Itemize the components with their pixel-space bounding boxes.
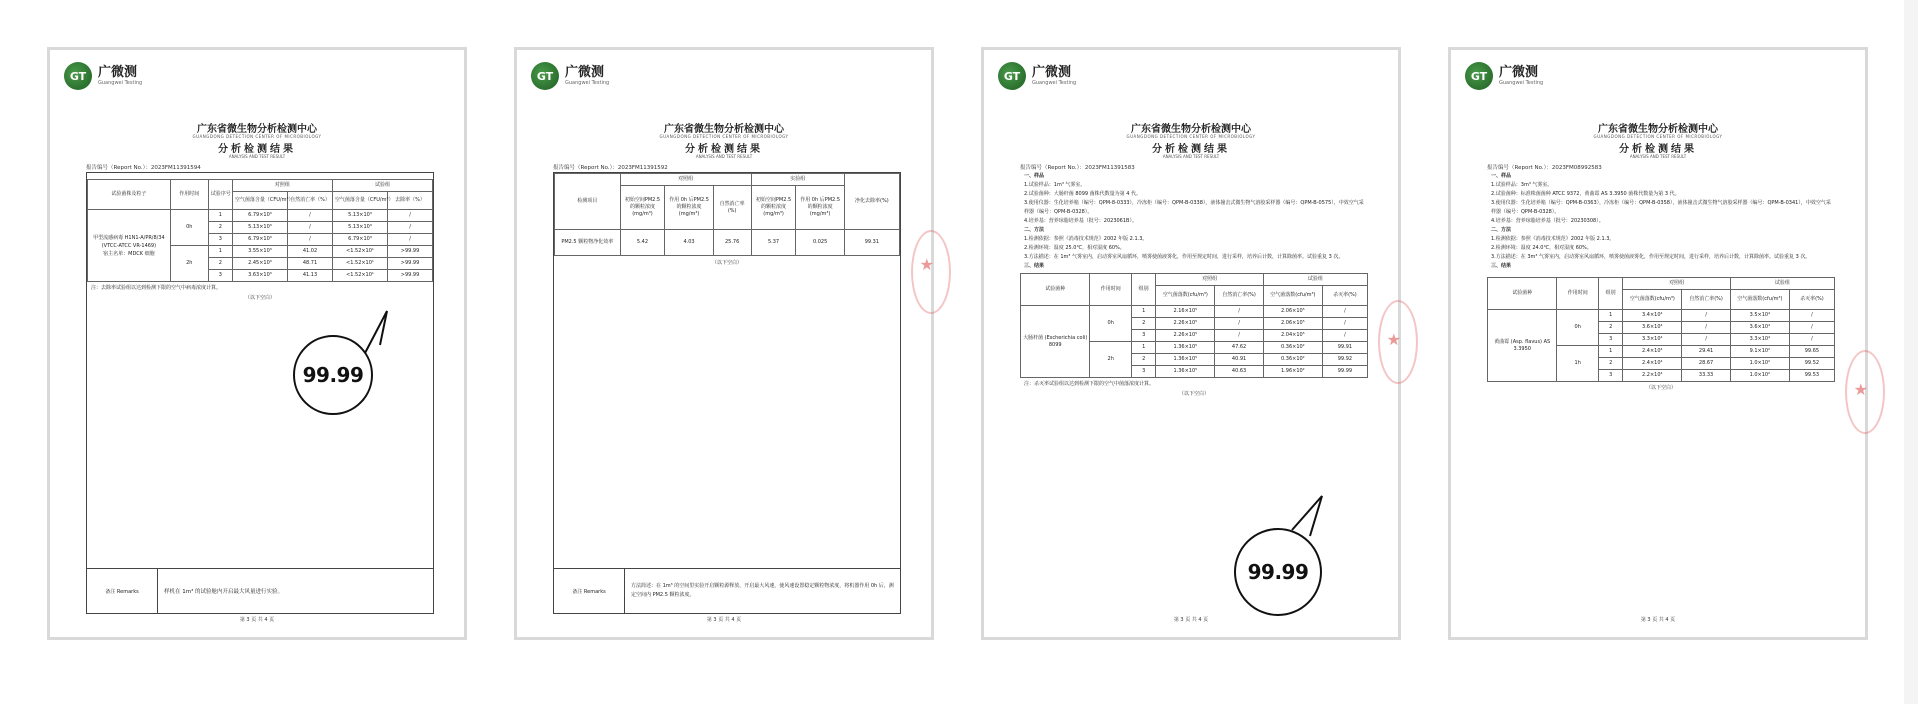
report-page-3 xyxy=(981,47,1401,640)
cell: 40.91 xyxy=(1215,354,1264,366)
cell: 1.0×10² xyxy=(1730,370,1789,382)
cell: 6.79×10³ xyxy=(332,234,387,246)
cell: 40.63 xyxy=(1215,366,1264,378)
cell: / xyxy=(1322,318,1367,330)
section-line: 3.方法描述：在 1m³ 气雾室内，启动雾室风扇循环，喷雾使菌液雾化，作用至规定时间，进行采样，培养后计数，计算除菌率。试验重复 3 次。 xyxy=(1024,254,1344,260)
cell: 3 xyxy=(1599,370,1623,382)
cell: 3 xyxy=(1599,334,1623,346)
cell: 1.0×10² xyxy=(1730,358,1789,370)
stamp-star-icon: ★ xyxy=(1853,380,1868,399)
logo-subtext: Guangwei Testing xyxy=(1032,80,1077,86)
report-subtitle: 分析检测结果 xyxy=(1152,144,1230,155)
blank-marker: （以下空白） xyxy=(244,295,275,301)
cell: 99.92 xyxy=(1322,354,1367,366)
sub-header: 空气菌落数(cfu/m³) xyxy=(1156,286,1215,306)
cell: / xyxy=(1215,306,1264,318)
logo xyxy=(531,62,609,90)
cell: 1 xyxy=(1132,342,1156,354)
cell: 1.96×10² xyxy=(1263,366,1322,378)
remarks-label: 备注 Remarks xyxy=(87,569,158,613)
report-number: 报告编号（Report No.）：2023FM11391594 xyxy=(86,165,201,171)
cell: 3 xyxy=(1132,366,1156,378)
report-subtitle: 分析检测结果 xyxy=(1619,144,1697,155)
header-strain: 试验菌株及粒子 xyxy=(88,180,171,210)
report-number: 报告编号（Report No.）：2023FM11391592 xyxy=(553,165,668,171)
header-control: 对照组 xyxy=(620,174,751,186)
remarks-label: 备注 Remarks xyxy=(554,569,625,613)
cell: 1 xyxy=(208,246,232,258)
sub-header: 空气菌落数(cfu/m³) xyxy=(1263,286,1322,306)
table-row xyxy=(1488,310,1835,322)
cell: 99.52 xyxy=(1789,358,1834,370)
section-line: 2.检测环境：温度 25.0℃，相对湿度 60%。 xyxy=(1024,245,1125,251)
section-line: 1.试验样品：1m³ 气雾室。 xyxy=(1024,182,1086,188)
highlight-bubble: 99.99 xyxy=(1234,528,1322,616)
cell: 0.025 xyxy=(796,230,844,256)
remarks-text: 样机在 1m³ 的试验舱内开启最大风量进行实验。 xyxy=(164,589,284,595)
cell: 3 xyxy=(208,270,232,282)
cell: <1.52×10¹ xyxy=(332,270,387,282)
cell: >99.99 xyxy=(388,246,433,258)
cell: 48.71 xyxy=(288,258,333,270)
cell: 41.02 xyxy=(288,246,333,258)
header-seq: 试验序号 xyxy=(208,180,232,210)
cell: 99.99 xyxy=(1322,366,1367,378)
section-line: 1.检测依据：参照《消毒技术规范》2002 年版 2.1.3。 xyxy=(1491,236,1615,242)
cell: 3.3×10⁴ xyxy=(1730,334,1789,346)
section-line: 1.试验样品：3m³ 气雾室。 xyxy=(1491,182,1553,188)
report-page-2 xyxy=(514,47,934,640)
cell: 1.36×10⁵ xyxy=(1156,354,1215,366)
cell: 28.67 xyxy=(1682,358,1731,370)
header-control: 对照组 xyxy=(232,180,332,192)
cell: 41.13 xyxy=(288,270,333,282)
logo-text: 广微测 xyxy=(565,65,605,80)
sub-header: 自然消亡率(%) xyxy=(713,186,751,230)
cell: / xyxy=(1322,306,1367,318)
cell: 2 xyxy=(1132,318,1156,330)
cell: 5.42 xyxy=(620,230,665,256)
header-item: 检测项目 xyxy=(555,174,621,230)
logo-subtext: Guangwei Testing xyxy=(1499,80,1544,86)
cell: 5.13×10³ xyxy=(332,210,387,222)
logo-subtext: Guangwei Testing xyxy=(98,80,143,86)
sub-header: 作用 0h 后PM2.5 的颗粒浓度(mg/m³) xyxy=(796,186,844,230)
org-title: 广东省微生物分析检测中心 xyxy=(664,124,784,135)
sample-host: 宿主名单：MDCK 细胞 xyxy=(103,250,155,257)
cell: 1 xyxy=(1132,306,1156,318)
cell: <1.52×10¹ xyxy=(332,246,387,258)
strain-cell: 大肠杆菌 (Escherichia coli) 8099 xyxy=(1021,306,1090,378)
header-group: 组别 xyxy=(1132,274,1156,306)
time-cell: 0h xyxy=(1557,310,1599,346)
report-page-1 xyxy=(47,47,467,640)
cell: 2.4×10⁴ xyxy=(1623,346,1682,358)
cell: / xyxy=(1789,334,1834,346)
section-line: 3.使用仪器：生化培养箱（编号：QPM-8-0333），冷冻柜（编号：QPM-B-0338），液体撞击式微生物气溶胶采样器（编号：QPM-B-0575），中效空气采样器（编号：QPM-B-0328）。 xyxy=(1024,200,1364,215)
table-row xyxy=(555,230,900,256)
result-frame xyxy=(86,172,434,614)
cell: 99.53 xyxy=(1789,370,1834,382)
time-cell: 2h xyxy=(170,246,208,282)
cell: 99.65 xyxy=(1789,346,1834,358)
cell: 1 xyxy=(1599,310,1623,322)
remarks-text: 方法简述：在 1m³ 的空间里实验开启颗粒源释放，开启最大风速，使风速设置稳定颗粒物浓度，将机器作用 0h 后，测定空间内 PM2.5 颗粒浓度。 xyxy=(631,583,894,598)
cell: 3.3×10⁴ xyxy=(1623,334,1682,346)
stamp-star-icon: ★ xyxy=(919,255,934,274)
cell: >99.99 xyxy=(388,270,433,282)
report-subtitle-en: ANALYSIS AND TEST RESULT xyxy=(1162,154,1220,159)
cell: 3.4×10⁴ xyxy=(1623,310,1682,322)
header-strain: 试验菌种 xyxy=(1021,274,1090,306)
header-test: 实验组 xyxy=(751,174,844,186)
cell: <1.52×10¹ xyxy=(332,258,387,270)
section-heading: 二、方法 xyxy=(1491,227,1512,233)
cell: 2 xyxy=(1599,322,1623,334)
cell: / xyxy=(1789,322,1834,334)
table-row xyxy=(1021,306,1368,318)
cell: 1 xyxy=(208,210,232,222)
cell: 1 xyxy=(1599,346,1623,358)
cell: 1.36×10⁵ xyxy=(1156,342,1215,354)
cell: 3.6×10⁴ xyxy=(1623,322,1682,334)
section-line: 3.方法描述：在 3m³ 气雾室内，启动雾室风扇循环，喷雾使菌液雾化，作用至规定时间，进行采样，培养后计数，计算除菌率。试验重复 3 次。 xyxy=(1491,254,1811,260)
cell: / xyxy=(1682,334,1731,346)
cell: / xyxy=(388,222,433,234)
time-cell: 1h xyxy=(1557,346,1599,382)
sub-header: 去除率（%） xyxy=(388,192,433,210)
section-heading: 一、样品 xyxy=(1024,173,1045,179)
header-test: 试验组 xyxy=(1263,274,1367,286)
cell: PM2.5 颗粒物净化效率 xyxy=(555,230,621,256)
logo xyxy=(1465,62,1543,90)
logo-icon: GT xyxy=(998,62,1026,90)
results-table xyxy=(554,173,900,256)
org-title-en: GUANGDONG DETECTION CENTER OF MICROBIOLOGY xyxy=(1126,134,1256,139)
org-title: 广东省微生物分析检测中心 xyxy=(1598,124,1718,135)
cell: 99.91 xyxy=(1322,342,1367,354)
report-number: 报告编号（Report No.）：2023FM11391583 xyxy=(1020,165,1135,171)
time-cell: 2h xyxy=(1090,342,1132,378)
cell: 5.13×10³ xyxy=(232,222,287,234)
time-cell: 0h xyxy=(170,210,208,246)
cell: 2.06×10⁵ xyxy=(1263,306,1322,318)
cell: 2.16×10⁵ xyxy=(1156,306,1215,318)
blank-marker: （以下空白） xyxy=(1178,391,1209,397)
page-number: 第 3 页 共 4 页 xyxy=(1173,617,1209,623)
cell: 3.55×10³ xyxy=(232,246,287,258)
org-title-en: GUANGDONG DETECTION CENTER OF MICROBIOLOGY xyxy=(192,134,322,139)
table-note: 注：杀灭率试验组以达到检测下限的空气中菌落浓度计算。 xyxy=(1024,381,1155,387)
cell: / xyxy=(1215,318,1264,330)
cell: 29.41 xyxy=(1682,346,1731,358)
section-heading: 三、结果 xyxy=(1491,263,1512,269)
cell: 2.4×10⁴ xyxy=(1623,358,1682,370)
logo-icon: GT xyxy=(1465,62,1493,90)
sub-header: 初始空间PM2.5的颗粒浓度(mg/m³) xyxy=(751,186,796,230)
report-subtitle: 分析检测结果 xyxy=(685,144,763,155)
sub-header: 空气菌落数(cfu/m³) xyxy=(1730,290,1789,310)
cell: 9.1×10² xyxy=(1730,346,1789,358)
header-control: 对照组 xyxy=(1623,278,1731,290)
sub-header: 初始空间PM2.5的颗粒浓度(mg/m³) xyxy=(620,186,665,230)
time-cell: 0h xyxy=(1090,306,1132,342)
cell: 6.79×10³ xyxy=(232,234,287,246)
cell: 2 xyxy=(1599,358,1623,370)
cell: 2.26×10⁵ xyxy=(1156,330,1215,342)
logo xyxy=(998,62,1076,90)
cell: / xyxy=(1215,330,1264,342)
header-removal: 净化去除率(%) xyxy=(844,174,899,230)
section-line: 2.试验菌种：标准株菌菌种 ATCC 9372，黄曲霉 AS 3.3950 菌株代数量为第 3 代。 xyxy=(1491,191,1680,197)
section-line: 1.检测依据：参照《消毒技术规范》2002 年版 2.1.3。 xyxy=(1024,236,1148,242)
cell: 99.31 xyxy=(844,230,899,256)
remarks-box xyxy=(87,568,433,613)
table-row xyxy=(88,210,433,222)
cell: 47.62 xyxy=(1215,342,1264,354)
header-time: 作用时间 xyxy=(1090,274,1132,306)
logo-text: 广微测 xyxy=(1032,65,1072,80)
cell: 3 xyxy=(1132,330,1156,342)
cell: 1.36×10⁵ xyxy=(1156,366,1215,378)
results-table xyxy=(1020,273,1368,378)
org-title-en: GUANGDONG DETECTION CENTER OF MICROBIOLOGY xyxy=(659,134,789,139)
sub-header: 自然消亡率（%） xyxy=(288,192,333,210)
sub-header: 空气菌落数(cfu/m³) xyxy=(1623,290,1682,310)
org-title: 广东省微生物分析检测中心 xyxy=(1131,124,1251,135)
sub-header: 空气菌落含量（CFU/m³） xyxy=(232,192,287,210)
cell: 2 xyxy=(208,222,232,234)
blank-marker: （以下空白） xyxy=(1645,385,1676,391)
cell: 4.03 xyxy=(665,230,713,256)
report-page-4 xyxy=(1448,47,1868,640)
cell: 2.04×10⁵ xyxy=(1263,330,1322,342)
header-time: 作用时间 xyxy=(1557,278,1599,310)
cell: >99.99 xyxy=(388,258,433,270)
results-table xyxy=(1487,277,1835,382)
cell: / xyxy=(288,222,333,234)
highlight-bubble: 99.99 xyxy=(293,335,373,415)
table-note: 注：去除率试验组以达到检测下限的空气中病毒浓度计算。 xyxy=(91,285,222,291)
cell: / xyxy=(1789,310,1834,322)
page-number: 第 3 页 共 4 页 xyxy=(239,617,275,623)
report-subtitle: 分析检测结果 xyxy=(218,144,296,155)
remarks-box xyxy=(554,568,900,613)
page-number: 第 3 页 共 4 页 xyxy=(706,617,742,623)
section-heading: 二、方法 xyxy=(1024,227,1045,233)
sub-header: 空气菌落含量（CFU/m³） xyxy=(332,192,387,210)
sub-header: 自然消亡率(%) xyxy=(1682,290,1731,310)
result-frame xyxy=(553,172,901,614)
cell: 2 xyxy=(208,258,232,270)
logo-text: 广微测 xyxy=(1499,65,1539,80)
scrollbar[interactable] xyxy=(1904,0,1918,704)
cell: 2.2×10⁴ xyxy=(1623,370,1682,382)
section-heading: 三、结果 xyxy=(1024,263,1045,269)
report-number: 报告编号（Report No.）：2023FM08992583 xyxy=(1487,165,1602,171)
section-line: 4.培养基：营养琼脂培养基（批号：2023061B）。 xyxy=(1024,218,1137,224)
header-control: 对照组 xyxy=(1156,274,1264,286)
cell: 6.79×10³ xyxy=(232,210,287,222)
cell: / xyxy=(388,234,433,246)
section-line: 2.试验菌种：大肠杆菌 8099 菌株代数量为第 4 代。 xyxy=(1024,191,1142,197)
cell: 0.36×10² xyxy=(1263,342,1322,354)
blank-marker: （以下空白） xyxy=(711,260,742,266)
logo-text: 广微测 xyxy=(98,65,138,80)
page-number: 第 3 页 共 4 页 xyxy=(1640,617,1676,623)
cell: / xyxy=(388,210,433,222)
section-line: 2.检测环境：温度 24.0℃，相对湿度 60%。 xyxy=(1491,245,1592,251)
strain-cell: 黄曲霉 (Asp. flavus) AS 3.3950 xyxy=(1488,310,1557,382)
section-heading: 一、样品 xyxy=(1491,173,1512,179)
header-test: 试验组 xyxy=(1730,278,1834,290)
section-line: 4.培养基：营养琼脂培养基（批号：20230308）。 xyxy=(1491,218,1604,224)
cell: / xyxy=(1682,310,1731,322)
sample-cell xyxy=(88,210,171,282)
org-title-en: GUANGDONG DETECTION CENTER OF MICROBIOLOGY xyxy=(1593,134,1723,139)
sub-header: 自然消亡率(%) xyxy=(1215,286,1264,306)
results-table xyxy=(87,179,433,282)
report-subtitle-en: ANALYSIS AND TEST RESULT xyxy=(228,154,286,159)
cell: 0.36×10² xyxy=(1263,354,1322,366)
stamp-star-icon: ★ xyxy=(1386,330,1401,349)
cell: 2.45×10³ xyxy=(232,258,287,270)
cell: / xyxy=(1682,322,1731,334)
report-subtitle-en: ANALYSIS AND TEST RESULT xyxy=(1629,154,1687,159)
section-line: 3.使用仪器：生化培养箱（编号：QPM-B-0363），冷冻柜（编号：QPM-B-0358），液体撞击式微生物气溶胶采样器（编号：QPM-B-0341），中效空气采样器（编号：QPM-B-0328）。 xyxy=(1491,200,1831,215)
method-section xyxy=(1487,172,1835,271)
org-title: 广东省微生物分析检测中心 xyxy=(197,124,317,135)
cell: / xyxy=(288,234,333,246)
cell: / xyxy=(288,210,333,222)
logo-subtext: Guangwei Testing xyxy=(565,80,610,86)
cell: 5.13×10³ xyxy=(332,222,387,234)
report-subtitle-en: ANALYSIS AND TEST RESULT xyxy=(695,154,753,159)
sub-header: 杀灭率(%) xyxy=(1789,290,1834,310)
sub-header: 作用 0h 后PM2.5 的颗粒浓度(mg/m³) xyxy=(665,186,713,230)
header-group: 组别 xyxy=(1599,278,1623,310)
cell: / xyxy=(1322,330,1367,342)
sub-header: 杀灭率(%) xyxy=(1322,286,1367,306)
sample-label: 甲型流感病毒 H1N1-A/PR/8/34 (VTCC-ATCC VR-1469) xyxy=(93,234,165,249)
cell: 2.06×10⁵ xyxy=(1263,318,1322,330)
method-section xyxy=(1020,172,1368,271)
cell: 2 xyxy=(1132,354,1156,366)
cell: 3 xyxy=(208,234,232,246)
header-strain: 试验菌种 xyxy=(1488,278,1557,310)
cell: 33.33 xyxy=(1682,370,1731,382)
logo xyxy=(64,62,142,90)
logo-icon: GT xyxy=(64,62,92,90)
cell: 5.37 xyxy=(751,230,796,256)
cell: 3.6×10⁴ xyxy=(1730,322,1789,334)
cell: 3.5×10⁴ xyxy=(1730,310,1789,322)
cell: 25.76 xyxy=(713,230,751,256)
result-frame xyxy=(1487,172,1835,614)
cell: 3.63×10³ xyxy=(232,270,287,282)
cell: 2.26×10⁵ xyxy=(1156,318,1215,330)
header-test: 试验组 xyxy=(332,180,432,192)
logo-icon: GT xyxy=(531,62,559,90)
header-time: 作用时间 xyxy=(170,180,208,210)
